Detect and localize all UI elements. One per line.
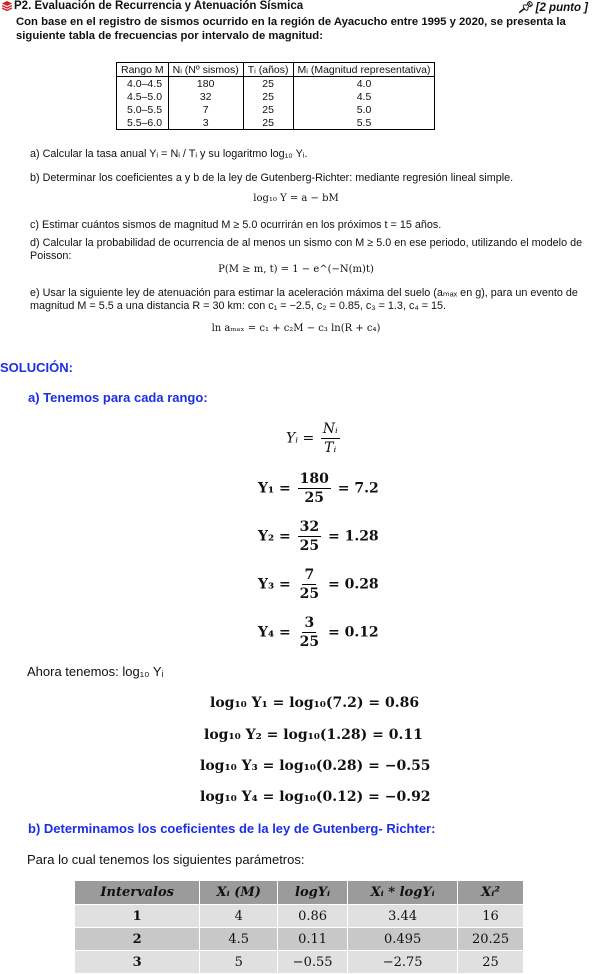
column-header: Tᵢ (años) bbox=[243, 63, 293, 77]
question-d: d) Calcular la probabilidad de ocurrencia de al menos un sismo con M ≥ 5.0 en ese periodo, utilizando el modelo de Poisson: bbox=[30, 237, 583, 262]
question-e: e) Usar la siguiente ley de atenuación para estimar la aceleración máxima del suelo (aₘₐₓ en g), para un evento de magnitud M = 5.5 a una distancia R = 30 km: con c₁ = −2.5, c₂ = 0.85, c₃ = 1.3, c₄ = 15. bbox=[30, 287, 578, 312]
table-cell: 3.44 bbox=[348, 905, 458, 928]
table-cell: 2 bbox=[75, 928, 200, 951]
table-row bbox=[75, 951, 524, 974]
table-cell: 16 bbox=[458, 905, 524, 928]
table-cell: 180 bbox=[168, 77, 243, 91]
column-header: Xᵢ * logYᵢ bbox=[348, 881, 458, 905]
y3-formula: Y₃ = $\frac{7}{25}$ = 0.28 bbox=[258, 567, 379, 602]
table-cell: 5.0 bbox=[293, 103, 435, 116]
table-cell: −2.75 bbox=[348, 951, 458, 974]
table-row bbox=[117, 90, 435, 103]
table-cell: 25 bbox=[243, 77, 293, 91]
points-label: 📌︎ [2 punto ] bbox=[517, 2, 588, 14]
log-y3: log₁₀ Y₃ = log₁₀(0.28) = −0.55 bbox=[200, 758, 431, 774]
parameters-text: Para lo cual tenemos los siguientes parámetros: bbox=[27, 852, 305, 867]
problem-title: P2. Evaluación de Recurrencia y Atenuación Sísmica bbox=[14, 0, 304, 12]
table-row bbox=[117, 116, 435, 130]
solution-label: SOLUCIÓN: bbox=[0, 360, 73, 375]
table-cell: 3 bbox=[168, 116, 243, 130]
intro-text: Con base en el registro de sismos ocurrido en la región de Ayacucho entre 1995 y 2020, se presenta la siguiente tabla de frecuencias por intervalo de magnitud: bbox=[16, 16, 566, 42]
table-cell: 3 bbox=[75, 951, 200, 974]
column-header: logYᵢ bbox=[278, 881, 348, 905]
table-row bbox=[75, 905, 524, 928]
section-a-heading: a) Tenemos para cada rango: bbox=[28, 390, 208, 405]
table-cell: 0.11 bbox=[278, 928, 348, 951]
poisson-equation: P(M ≥ m, t) = 1 − e^(−N(m)t) bbox=[218, 264, 374, 275]
page-header bbox=[0, 0, 592, 14]
log-y2: log₁₀ Y₂ = log₁₀(1.28) = 0.11 bbox=[204, 727, 423, 743]
table-cell: 20.25 bbox=[458, 928, 524, 951]
table-header-row bbox=[75, 881, 524, 905]
now-we-have-text: Ahora tenemos: log₁₀ Yᵢ bbox=[27, 664, 164, 679]
table-cell: 4.5 bbox=[200, 928, 278, 951]
table-cell: 4.0–4.5 bbox=[117, 77, 169, 91]
table-header-row bbox=[117, 63, 435, 77]
table-cell: 1 bbox=[75, 905, 200, 928]
table-cell: 0.495 bbox=[348, 928, 458, 951]
table-cell: 4 bbox=[200, 905, 278, 928]
table-cell: 5.0–5.5 bbox=[117, 103, 169, 116]
y4-formula: Y₄ = $\frac{3}{25}$ = 0.12 bbox=[258, 615, 379, 650]
table-cell: 7 bbox=[168, 103, 243, 116]
section-b-heading: b) Determinamos los coeficientes de la ley de Gutenberg- Richter: bbox=[28, 821, 436, 836]
question-b: b) Determinar los coeficientes a y b de la ley de Gutenberg-Richter: mediante regresión lineal simple. bbox=[30, 172, 514, 184]
layers-icon bbox=[2, 1, 12, 11]
frequency-table bbox=[116, 62, 435, 130]
column-header: Intervalos bbox=[75, 881, 200, 905]
log-y4: log₁₀ Y₄ = log₁₀(0.12) = −0.92 bbox=[200, 789, 431, 805]
column-header: Mᵢ (Magnitud representativa) bbox=[293, 63, 435, 77]
column-header: Xᵢ² bbox=[458, 881, 524, 905]
column-header: Nᵢ (Nº sismos) bbox=[168, 63, 243, 77]
y1-formula: Y₁ = $\frac{180}{25}$ = 7.2 bbox=[258, 471, 379, 506]
table-cell: 25 bbox=[458, 951, 524, 974]
log-y1: log₁₀ Y₁ = log₁₀(7.2) = 0.86 bbox=[210, 695, 420, 711]
table-cell: −0.55 bbox=[278, 951, 348, 974]
table-cell: 0.86 bbox=[278, 905, 348, 928]
column-header: Xᵢ (M) bbox=[200, 881, 278, 905]
attenuation-equation: ln aₘₐₓ = c₁ + c₂M − c₃ ln(R + c₄) bbox=[211, 323, 381, 334]
pin-icon: 📌︎ bbox=[517, 2, 536, 14]
gutenberg-richter-equation: log₁₀ Y = a − bM bbox=[253, 193, 339, 204]
table-cell: 4.5–5.0 bbox=[117, 90, 169, 103]
table-cell: 4.0 bbox=[293, 77, 435, 91]
table-cell: 32 bbox=[168, 90, 243, 103]
table-cell: 5.5–6.0 bbox=[117, 116, 169, 130]
general-rate-formula: Yᵢ = $\frac{\text{Nᵢ}}{\text{Tᵢ}}$ bbox=[286, 421, 338, 456]
y2-formula: Y₂ = $\frac{32}{25}$ = 1.28 bbox=[258, 519, 379, 554]
table-row bbox=[117, 103, 435, 116]
table-cell: 4.5 bbox=[293, 90, 435, 103]
table-row bbox=[75, 928, 524, 951]
question-a: a) Calcular la tasa anual Yᵢ = Nᵢ / Tᵢ y su logaritmo log₁₀ Yᵢ. bbox=[30, 148, 308, 160]
table-cell: 5.5 bbox=[293, 116, 435, 130]
table-cell: 5 bbox=[200, 951, 278, 974]
table-cell: 25 bbox=[243, 116, 293, 130]
table-cell: 25 bbox=[243, 90, 293, 103]
question-c: c) Estimar cuántos sismos de magnitud M ≥ 5.0 ocurrirán en los próximos t = 15 años. bbox=[30, 219, 442, 231]
parameters-table bbox=[74, 880, 524, 974]
column-header: Rango M bbox=[117, 63, 169, 77]
table-row bbox=[117, 77, 435, 91]
table-cell: 25 bbox=[243, 103, 293, 116]
